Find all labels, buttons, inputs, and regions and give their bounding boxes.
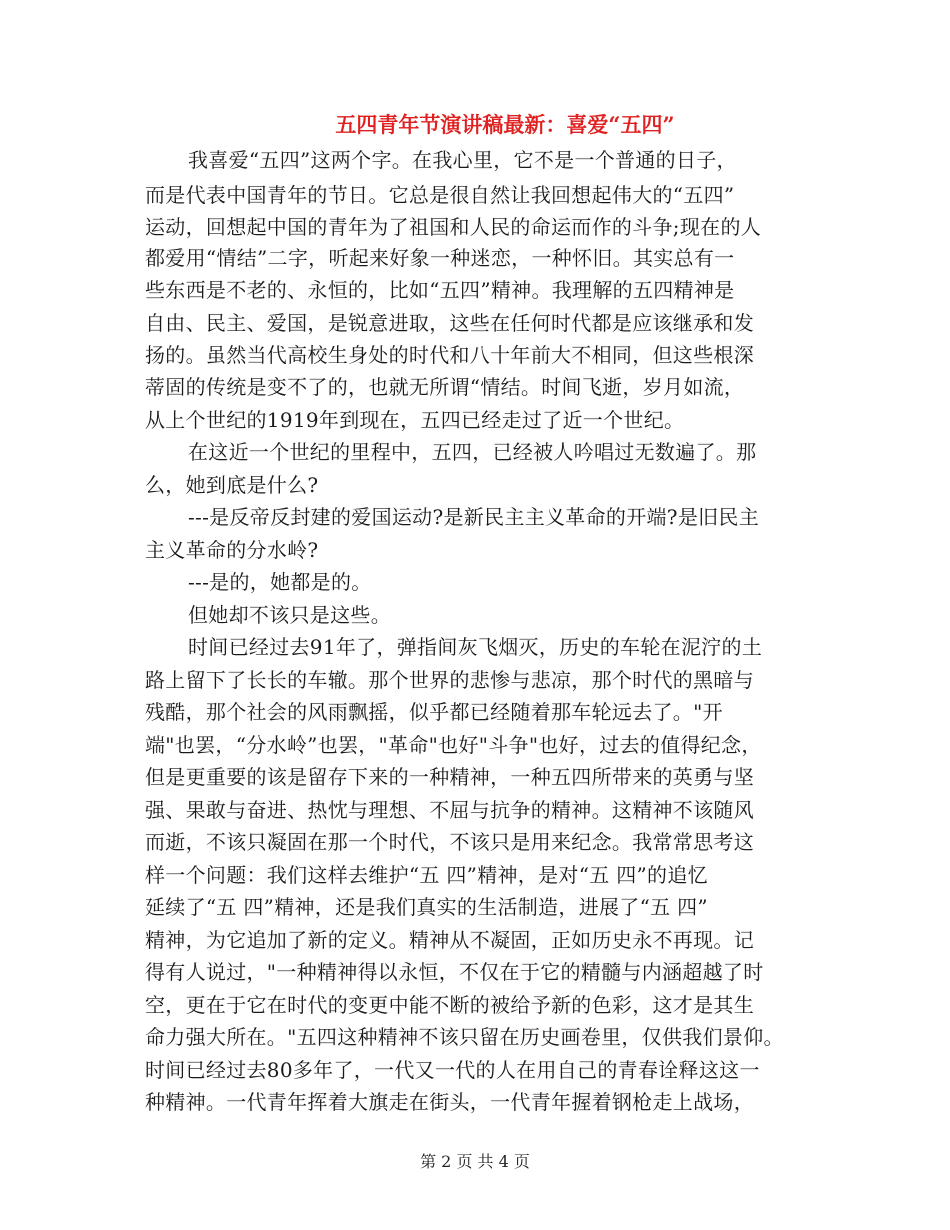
paragraph-line: 路上留下了长长的车辙。那个世界的悲惨与悲凉，那个时代的黑暗与	[145, 668, 754, 692]
paragraph-line: 在这近一个世纪的里程中，五四，已经被人吟唱过无数遍了。那	[188, 440, 757, 464]
paragraph-line: 样一个问题：我们这样去维护“五 四”精神，是对“五 四”的追忆	[145, 863, 708, 887]
paragraph-line: 些东西是不老的、永恒的，比如“五四”精神。我理解的五四精神是	[145, 278, 735, 302]
paragraph-line: 时间已经过去80多年了，一代又一代的人在用自己的青春诠释这这一	[145, 1058, 760, 1082]
paragraph-line: 我喜爱“五四”这两个字。在我心里，它不是一个普通的日子，	[188, 148, 737, 172]
paragraph-line: 么，她到底是什么?	[145, 473, 319, 497]
paragraph-line: ---是反帝反封建的爱国运动?是新民主主义革命的开端?是旧民主	[188, 505, 760, 529]
paragraph-line: 主义革命的分水岭?	[145, 538, 319, 562]
paragraph-line: 扬的。虽然当代高校生身处的时代和八十年前大不相同，但这些根深	[145, 343, 754, 367]
paragraph-line: 但她却不该只是这些。	[188, 603, 391, 627]
page-title: 五四青年节演讲稿最新：喜爱“五四”	[335, 112, 675, 137]
paragraph-line: 种精神。一代青年挥着大旗走在街头，一代青年握着钢枪走上战场，	[145, 1090, 754, 1114]
page-footer: 第 2 页 共 4 页	[420, 1152, 530, 1171]
paragraph-line: 空，更在于它在时代的变更中能不断的被给予新的色彩，这才是其生	[145, 993, 754, 1017]
paragraph-line: 精神，为它追加了新的定义。精神从不凝固，正如历史永不再现。记	[145, 928, 754, 952]
paragraph-line: 得有人说过，"一种精神得以永恒，不仅在于它的精髓与内涵超越了时	[145, 960, 764, 984]
paragraph-line: ---是的，她都是的。	[188, 570, 372, 594]
paragraph-line: 蒂固的传统是变不了的，也就无所谓“情结。时间飞逝，岁月如流，	[145, 375, 745, 399]
paragraph-line: 而逝，不该只凝固在那一个时代，不该只是用来纪念。我常常思考这	[145, 830, 754, 854]
paragraph-line: 延续了“五 四”精神，还是我们真实的生活制造，进展了“五 四”	[145, 895, 708, 919]
paragraph-line: 而是代表中国青年的节日。它总是很自然让我回想起伟大的“五四”	[145, 183, 735, 207]
paragraph-line: 残酷，那个社会的风雨飘摇，似乎都已经随着那车轮远去了。"开	[145, 700, 723, 724]
paragraph-line: 运动，回想起中国的青年为了祖国和人民的命运而作的斗争;现在的人	[145, 215, 762, 239]
paragraph-line: 但是更重要的该是留存下来的一种精神，一种五四所带来的英勇与坚	[145, 765, 754, 789]
paragraph-line: 自由、民主、爱国，是锐意进取，这些在任何时代都是应该继承和发	[145, 311, 754, 335]
paragraph-line: 命力强大所在。"五四这种精神不该只留在历史画卷里，仅供我们景仰。	[145, 1025, 784, 1049]
paragraph-line: 强、果敢与奋进、热忱与理想、不屈与抗争的精神。这精神不该随风	[145, 798, 754, 822]
paragraph-line: 端"也罢，“分水岭”也罢，"革命"也好"斗争"也好，过去的值得纪念，	[145, 733, 762, 757]
paragraph-line: 时间已经过去91年了，弹指间灰飞烟灭，历史的车轮在泥泞的土	[188, 635, 763, 659]
paragraph-line: 都爱用“情结”二字，听起来好象一种迷恋，一种怀旧。其实总有一	[145, 246, 735, 270]
paragraph-line: 从上个世纪的1919年到现在，五四已经走过了近一个世纪。	[145, 408, 685, 432]
